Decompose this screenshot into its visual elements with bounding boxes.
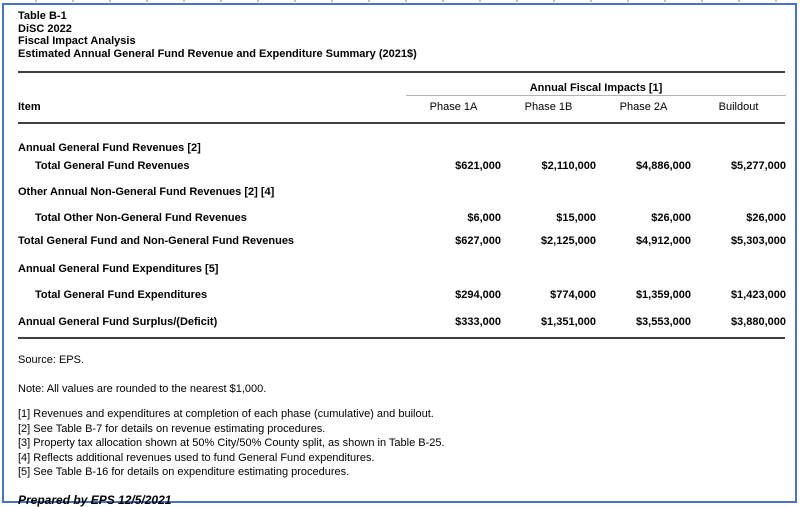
cell-value: $294,000 bbox=[455, 289, 501, 301]
cell-value: $26,000 bbox=[651, 212, 691, 224]
cell-value bbox=[501, 172, 596, 198]
column-header-buildout: Buildout bbox=[718, 101, 759, 113]
cell-value bbox=[406, 172, 501, 198]
cell-value bbox=[596, 247, 691, 275]
cell-value bbox=[596, 172, 691, 198]
cell-value: $333,000 bbox=[455, 316, 501, 328]
item-column-header: Item bbox=[18, 101, 41, 113]
top-ruler-ticks bbox=[0, 0, 800, 2]
group-header: Annual Fiscal Impacts [1] bbox=[406, 73, 786, 96]
cell-value bbox=[406, 124, 501, 154]
column-header-phase-1a: Phase 1A bbox=[429, 101, 478, 113]
header-table bbox=[18, 73, 786, 122]
cell-value: $1,359,000 bbox=[635, 289, 691, 301]
cell-value: $3,880,000 bbox=[730, 316, 786, 328]
notes-block bbox=[18, 353, 789, 507]
table-row bbox=[18, 154, 786, 172]
cell-value bbox=[406, 247, 501, 275]
table-row bbox=[18, 198, 786, 224]
project-name: DiSC 2022 bbox=[18, 22, 72, 35]
row-label: Total General Fund and Non-General Fund Revenues bbox=[18, 235, 295, 247]
row-label: Annual General Fund Revenues [2] bbox=[18, 142, 201, 154]
cell-value: $1,351,000 bbox=[540, 316, 596, 328]
cell-value: $3,553,000 bbox=[635, 316, 691, 328]
rounding-note: Note: All values are rounded to the nearest $1,000. bbox=[18, 382, 267, 395]
table-page-frame bbox=[2, 3, 797, 507]
row-label: Annual General Fund Expenditures [5] bbox=[18, 263, 219, 275]
footnote-4: [4] Reflects additional revenues used to fund General Fund expenditures. bbox=[18, 451, 375, 464]
table-row bbox=[18, 301, 786, 328]
footnote-1: [1] Revenues and expenditures at completion of each phase (cumulative) and builout. bbox=[18, 408, 434, 420]
cell-value: $6,000 bbox=[467, 212, 501, 224]
cell-value: $627,000 bbox=[455, 235, 501, 247]
source-note: Source: EPS. bbox=[18, 354, 85, 366]
table-number: Table B-1 bbox=[18, 10, 67, 22]
column-header-phase-2a: Phase 2A bbox=[619, 101, 668, 113]
column-header-phase-1b: Phase 1B bbox=[524, 101, 573, 113]
cell-value: $4,912,000 bbox=[635, 235, 691, 247]
cell-value: $5,277,000 bbox=[730, 160, 786, 172]
footnote-3: [3] Property tax allocation shown at 50% City/50% County split, as shown in Table B-25. bbox=[18, 437, 445, 449]
footnote-list bbox=[18, 407, 789, 480]
cell-value: $26,000 bbox=[746, 212, 786, 224]
table-row bbox=[18, 247, 786, 275]
fiscal-impact-table bbox=[18, 124, 786, 328]
cell-value bbox=[691, 124, 786, 154]
table-row bbox=[18, 172, 786, 198]
report-name: Fiscal Impact Analysis bbox=[18, 35, 136, 47]
cell-value: $1,423,000 bbox=[730, 289, 786, 301]
cell-value: $2,110,000 bbox=[541, 160, 596, 172]
cell-value bbox=[691, 247, 786, 275]
row-label: Total General Fund Expenditures bbox=[35, 289, 208, 301]
cell-value: $621,000 bbox=[455, 160, 501, 172]
cell-value: $4,886,000 bbox=[635, 160, 691, 172]
cell-value bbox=[501, 124, 596, 154]
title-block bbox=[18, 10, 789, 60]
bottom-rule bbox=[18, 337, 785, 339]
cell-value: $774,000 bbox=[550, 289, 596, 301]
row-label: Total Other Non-General Fund Revenues bbox=[35, 212, 247, 224]
table-row bbox=[18, 275, 786, 301]
cell-value bbox=[691, 172, 786, 198]
row-label: Total General Fund Revenues bbox=[35, 160, 190, 172]
prepared-by-line: Prepared by EPS 12/5/2021 bbox=[18, 492, 172, 507]
cell-value: $5,303,000 bbox=[730, 235, 786, 247]
cell-value bbox=[501, 247, 596, 275]
table-title: Estimated Annual General Fund Revenue and Expenditure Summary (2021$) bbox=[18, 47, 417, 60]
footnote-5: [5] See Table B-16 for details on expenditure estimating procedures. bbox=[18, 466, 350, 478]
cell-value: $2,125,000 bbox=[540, 235, 596, 247]
cell-value: $15,000 bbox=[556, 212, 596, 224]
footnote-2: [2] See Table B-7 for details on revenue estimating procedures. bbox=[18, 422, 326, 435]
table-row bbox=[18, 124, 786, 154]
cell-value bbox=[596, 124, 691, 154]
row-label: Annual General Fund Surplus/(Deficit) bbox=[18, 316, 218, 328]
header-spacer bbox=[18, 73, 406, 96]
table-row bbox=[18, 224, 786, 247]
row-label: Other Annual Non-General Fund Revenues [2] [4] bbox=[18, 186, 275, 198]
